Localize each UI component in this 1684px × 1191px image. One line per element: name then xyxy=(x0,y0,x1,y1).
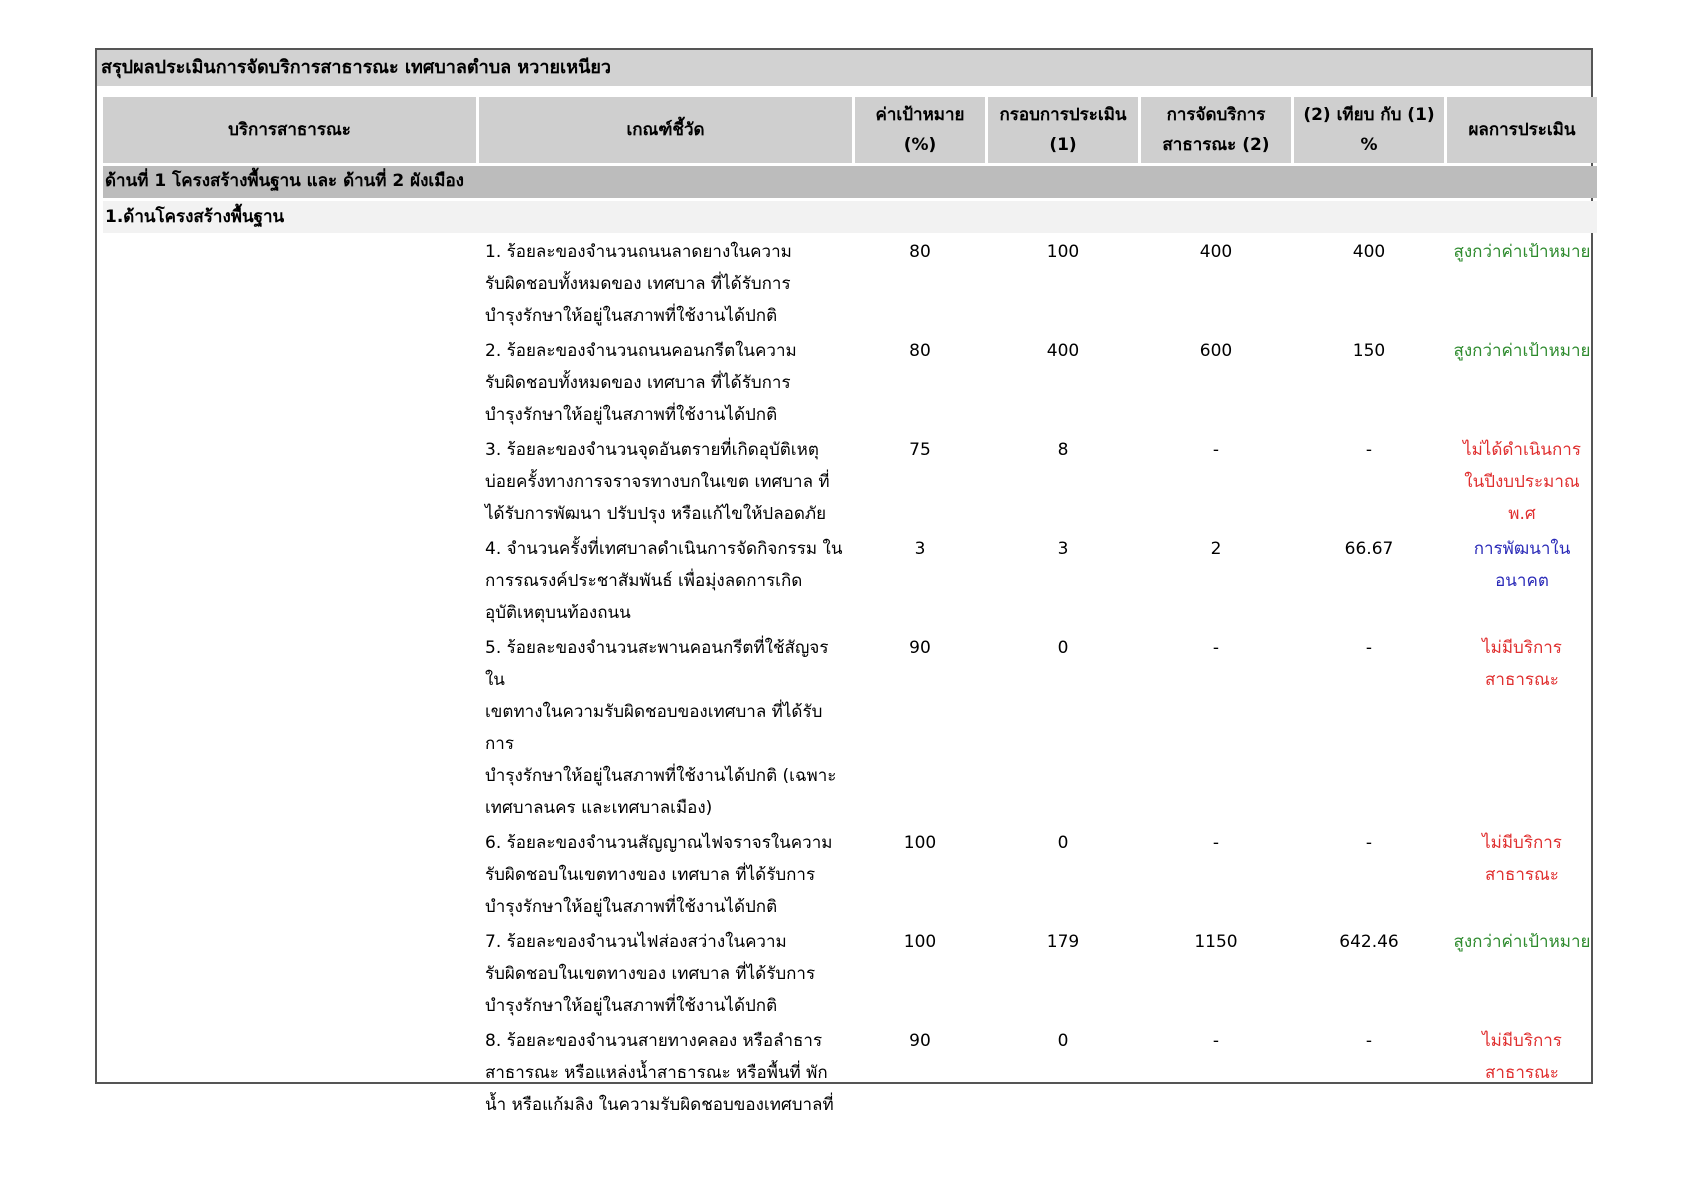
criteria-line: เขตทางในความรับผิดชอบของเทศบาล ที่ได้รับการ xyxy=(485,702,823,754)
table-row xyxy=(103,533,1597,629)
criteria-line: 3. ร้อยละของจำนวนจุดอันตรายที่เกิดอุบัติเหตุ xyxy=(485,440,819,460)
result-line: ไม่ได้ดำเนินการ xyxy=(1463,440,1581,460)
header-target: ค่าเป้าหมาย (%) xyxy=(855,97,985,163)
target-cell: 90 xyxy=(909,1031,931,1051)
result-cell xyxy=(1447,335,1597,431)
table-row xyxy=(103,1025,1597,1121)
service-cell xyxy=(103,335,476,431)
result-line: ไม่มีบริการ xyxy=(1482,638,1562,658)
criteria-line: เทศบาลนคร และเทศบาลเมือง) xyxy=(485,798,713,818)
target-cell: 90 xyxy=(909,638,931,658)
result-cell xyxy=(1447,434,1597,530)
target-cell: 75 xyxy=(909,440,931,460)
service-cell xyxy=(103,827,476,923)
result-line: การพัฒนาใน xyxy=(1473,539,1571,559)
header-provision: การจัดบริการ สาธารณะ (2) xyxy=(1141,97,1291,163)
result-cell xyxy=(1447,236,1597,332)
criteria-line: บำรุงรักษาให้อยู่ในสภาพที่ใช้งานได้ปกติ (เฉพาะ xyxy=(485,766,837,786)
service-cell xyxy=(103,236,476,332)
header-criteria: เกณฑ์ชี้วัด xyxy=(479,97,852,163)
provision-cell: 600 xyxy=(1199,341,1233,361)
compare-cell: - xyxy=(1365,440,1373,460)
frame-cell: 0 xyxy=(1057,833,1069,853)
criteria-line: บำรุงรักษาให้อยู่ในสภาพที่ใช้งานได้ปกติ xyxy=(485,306,778,326)
table-row xyxy=(103,827,1597,923)
result-line: พ.ศ xyxy=(1508,504,1536,524)
header-service: บริการสาธารณะ xyxy=(103,97,476,163)
result-line: อนาคต xyxy=(1495,571,1549,591)
criteria-line: น้ำ หรือแก้มลิง ในความรับผิดชอบของเทศบาลที่ xyxy=(485,1095,834,1115)
criteria-line: รับผิดชอบทั้งหมดของ เทศบาล ที่ได้รับการ xyxy=(485,373,791,393)
service-cell xyxy=(103,926,476,1022)
service-cell xyxy=(103,434,476,530)
service-cell xyxy=(103,632,476,824)
compare-cell: 150 xyxy=(1352,341,1386,361)
criteria-cell xyxy=(479,533,852,629)
criteria-line: 4. จำนวนครั้งที่เทศบาลดำเนินการจัดกิจกรรม ใน xyxy=(485,539,843,559)
service-cell xyxy=(103,533,476,629)
result-line: สาธารณะ xyxy=(1485,670,1559,690)
result-line: ไม่มีบริการ xyxy=(1482,833,1562,853)
service-cell xyxy=(103,1025,476,1121)
provision-cell: 1150 xyxy=(1194,932,1238,952)
result-line: สูงกว่าค่าเป้าหมาย xyxy=(1453,341,1591,361)
table-row xyxy=(103,434,1597,530)
compare-cell: - xyxy=(1365,638,1373,658)
provision-cell: - xyxy=(1212,440,1220,460)
provision-cell: - xyxy=(1212,1031,1220,1051)
result-line: ในปีงบประมาณ xyxy=(1464,472,1580,492)
compare-cell: 66.67 xyxy=(1344,539,1394,559)
criteria-cell xyxy=(479,926,852,1022)
result-line: สาธารณะ xyxy=(1485,1063,1559,1083)
provision-cell: - xyxy=(1212,638,1220,658)
evaluation-table xyxy=(100,94,1600,1124)
result-cell xyxy=(1447,1025,1597,1121)
subsection-label: 1.ด้านโครงสร้างพื้นฐาน xyxy=(103,201,1597,233)
header-frame: กรอบการประเมิน (1) xyxy=(988,97,1138,163)
criteria-cell xyxy=(479,827,852,923)
result-cell xyxy=(1447,533,1597,629)
criteria-line: 1. ร้อยละของจำนวนถนนลาดยางในความ xyxy=(485,242,792,262)
criteria-line: ได้รับการพัฒนา ปรับปรุง หรือแก้ไขให้ปลอดภัย xyxy=(485,504,827,524)
criteria-line: บ่อยครั้งทางการจราจรทางบกในเขต เทศบาล ที่ xyxy=(485,472,830,492)
criteria-line: 2. ร้อยละของจำนวนถนนคอนกรีตในความ xyxy=(485,341,797,361)
frame-cell: 179 xyxy=(1046,932,1080,952)
compare-cell: 642.46 xyxy=(1339,932,1399,952)
frame-cell: 0 xyxy=(1057,1031,1069,1051)
result-line: สาธารณะ xyxy=(1485,865,1559,885)
result-line: สูงกว่าค่าเป้าหมาย xyxy=(1453,932,1591,952)
compare-cell: - xyxy=(1365,833,1373,853)
criteria-line: 8. ร้อยละของจำนวนสายทางคลอง หรือลำธาร xyxy=(485,1031,823,1051)
result-cell xyxy=(1447,926,1597,1022)
section-row xyxy=(103,166,1597,198)
provision-cell: 2 xyxy=(1210,539,1222,559)
table-row xyxy=(103,335,1597,431)
frame-cell: 8 xyxy=(1057,440,1069,460)
table-header-row xyxy=(103,97,1597,163)
result-line: สูงกว่าค่าเป้าหมาย xyxy=(1453,242,1591,262)
criteria-cell xyxy=(479,632,852,824)
table-row xyxy=(103,632,1597,824)
criteria-line: สาธารณะ หรือแหล่งน้ำสาธารณะ หรือพื้นที่ พัก xyxy=(485,1063,828,1083)
criteria-line: รับผิดชอบในเขตทางของ เทศบาล ที่ได้รับการ xyxy=(485,964,816,984)
frame-cell: 3 xyxy=(1057,539,1069,559)
criteria-line: 5. ร้อยละของจำนวนสะพานคอนกรีตที่ใช้สัญจรใน xyxy=(485,638,829,690)
criteria-line: รับผิดชอบทั้งหมดของ เทศบาล ที่ได้รับการ xyxy=(485,274,791,294)
frame-cell: 0 xyxy=(1057,638,1069,658)
header-result: ผลการประเมิน xyxy=(1447,97,1597,163)
compare-cell: - xyxy=(1365,1031,1373,1051)
table-row xyxy=(103,926,1597,1022)
criteria-cell xyxy=(479,236,852,332)
compare-cell: 400 xyxy=(1352,242,1386,262)
provision-cell: - xyxy=(1212,833,1220,853)
criteria-line: 7. ร้อยละของจำนวนไฟส่องสว่างในความ xyxy=(485,932,787,952)
criteria-line: บำรุงรักษาให้อยู่ในสภาพที่ใช้งานได้ปกติ xyxy=(485,996,778,1016)
target-cell: 3 xyxy=(914,539,926,559)
criteria-line: การรณรงค์ประชาสัมพันธ์ เพื่อมุ่งลดการเกิด xyxy=(485,571,803,591)
report-frame xyxy=(95,48,1593,1115)
provision-cell: 400 xyxy=(1199,242,1233,262)
criteria-line: บำรุงรักษาให้อยู่ในสภาพที่ใช้งานได้ปกติ xyxy=(485,405,778,425)
frame-cell: 400 xyxy=(1046,341,1080,361)
target-cell: 100 xyxy=(903,833,937,853)
result-cell xyxy=(1447,632,1597,824)
target-cell: 80 xyxy=(909,242,931,262)
criteria-cell xyxy=(479,1025,852,1121)
frame-cell: 100 xyxy=(1046,242,1080,262)
criteria-line: บำรุงรักษาให้อยู่ในสภาพที่ใช้งานได้ปกติ xyxy=(485,897,778,917)
criteria-line: อุบัติเหตุบนท้องถนน xyxy=(485,603,631,623)
page-title: สรุปผลประเมินการจัดบริการสาธารณะ เทศบาลตำบล หวายเหนียว xyxy=(97,50,1591,87)
table-row xyxy=(103,236,1597,332)
target-cell: 100 xyxy=(903,932,937,952)
criteria-line: รับผิดชอบในเขตทางของ เทศบาล ที่ได้รับการ xyxy=(485,865,816,885)
criteria-line: 6. ร้อยละของจำนวนสัญญาณไฟจราจรในความ xyxy=(485,833,833,853)
section-label: ด้านที่ 1 โครงสร้างพื้นฐาน และ ด้านที่ 2 ผังเมือง xyxy=(103,166,1597,198)
criteria-cell xyxy=(479,434,852,530)
result-line: ไม่มีบริการ xyxy=(1482,1031,1562,1051)
result-cell xyxy=(1447,827,1597,923)
criteria-cell xyxy=(479,335,852,431)
target-cell: 80 xyxy=(909,341,931,361)
subsection-row xyxy=(103,201,1597,233)
header-compare: (2) เทียบ กับ (1) % xyxy=(1294,97,1444,163)
report-content xyxy=(103,94,1591,1124)
